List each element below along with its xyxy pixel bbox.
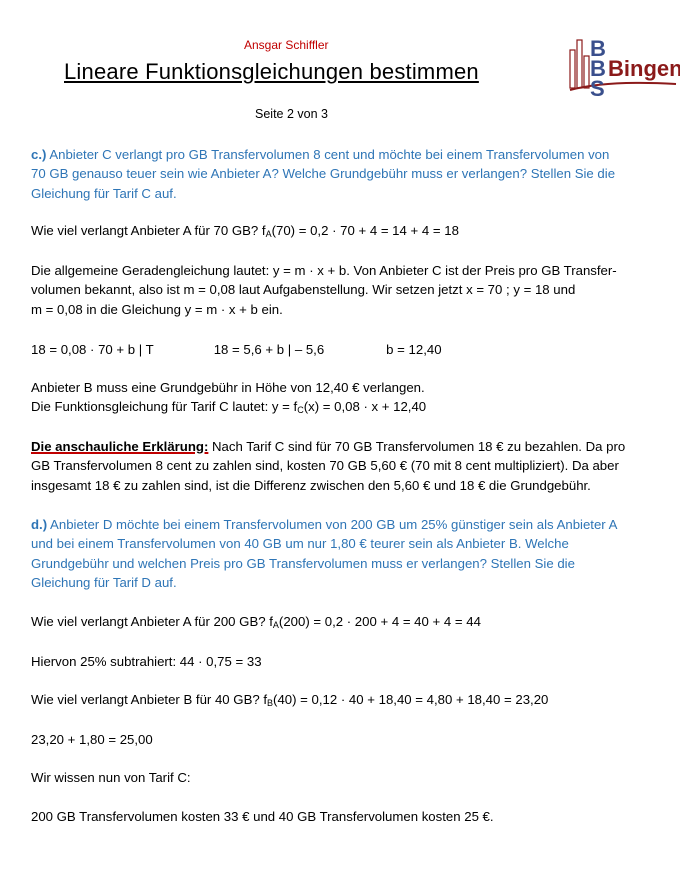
task-d: d.) Anbieter D möchte bei einem Transfervolumen von 200 GB um 25% günstiger sein als Anbieter A und bei einem Transfervolumen von 40 GB um nur 1,80 € teurer sein als Anbieter B. Welche Grundgebühr und welchen Preis pro GB Transfervolumen muss er verlangen? Stellen Sie die Gleichung für Tarif D auf.	[31, 517, 618, 590]
task-c	[31, 145, 691, 203]
page-title: Lineare Funktionsgleichungen bestimmen	[64, 59, 479, 84]
svg-text:B: B	[590, 56, 606, 81]
d-question-a: Wie viel verlangt Anbieter A für 200 GB? $f_A(200) = 0,2 \cdot 200 + 4 = 40 + 4 = 44$	[31, 614, 481, 630]
c-question-a: Wie viel verlangt Anbieter A für 70 GB? $f_A(70) = 0,2 \cdot 70 + 4 = 14 + 4 = 18$	[31, 223, 459, 239]
d-question-b: Wie viel verlangt Anbieter B für 40 GB? $f_B(40) = 0,12 \cdot 40 + 18,40 = 4,80 + 18,40 = 23,20$	[31, 692, 549, 708]
svg-text:B: B	[590, 36, 606, 61]
page-number: Seite 2 von 3	[255, 107, 328, 121]
explanation-label: Die anschauliche Erklärung:	[31, 439, 209, 454]
svg-text:S: S	[590, 76, 605, 98]
c-calculation: 18 = 0,08 · 70 + b | T 18 = 5,6 + b | – 5,6 b = 12,40	[31, 342, 442, 357]
d-know: Wir wissen nun von Tarif C:	[31, 770, 191, 785]
d-sum: 23,20 + 1,80 = 25,00	[31, 732, 153, 747]
svg-text:Bingen: Bingen	[608, 56, 680, 81]
author-name: Ansgar Schiffler	[244, 38, 329, 52]
bbs-bingen-logo	[568, 36, 680, 98]
task-c-line: 70 GB genauso teuer sein wie Anbieter A? Welche Grundgebühr muss er verlangen? Stellen Sie die	[31, 166, 616, 182]
c-general-equation: Die allgemeine Geradengleichung lautet: y = m · x + b. Von Anbieter C ist der Preis pro GB Transfer- volumen bekannt, also ist m = 0,08 laut Aufgabenstellung. Wir setzen jetzt x = 70 ; y = 18 und m = 0,08 in die Gleichung y = m · x + b ein.	[31, 263, 617, 317]
d-subtract-25: Hiervon 25% subtrahiert: 44 · 0,75 = 33	[31, 654, 262, 669]
task-d-label: d.)	[31, 517, 48, 532]
task-c-label: c.)	[31, 147, 47, 162]
c-result: Anbieter B muss eine Grundgebühr in Höhe von 12,40 € verlangen. Die Funktionsgleichung für Tarif C lautet: $y = f_C(x) = 0,08 \cdot x + 12,40$	[31, 380, 427, 416]
c-explanation: Die anschauliche Erklärung: Nach Tarif C sind für 70 GB Transfervolumen 18 € zu bezahlen. Da pro GB Transfervolumen 8 cent zu zahlen sind, kosten 70 GB 5,60 € (70 mit 8 cent multipliziert). Da aber insgesamt 18 € zu zahlen sind, ist die Differenz zwischen den 5,60 € und 18 € die Grundgebühr.	[31, 439, 626, 493]
task-c-line: Gleichung für Tarif C auf.	[31, 185, 177, 201]
d-final: 200 GB Transfervolumen kosten 33 € und 40 GB Transfervolumen kosten 25 €.	[31, 809, 494, 824]
task-c-line: Anbieter C verlangt pro GB Transfervolumen 8 cent und möchte bei einem Transfervolumen von	[46, 147, 610, 162]
